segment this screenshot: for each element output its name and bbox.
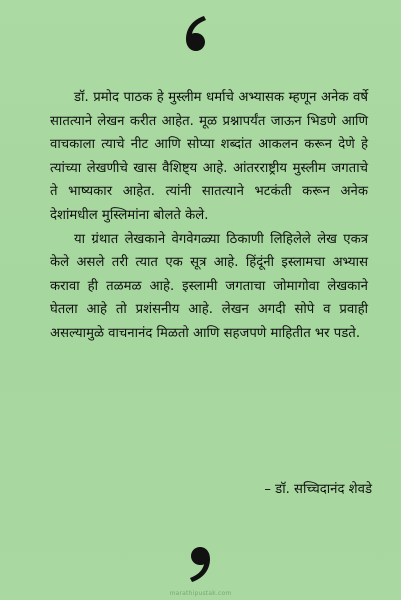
reviewer-attribution: – डॉ. सच्चिदानंद शेवडे [264, 482, 372, 497]
closing-quote-icon [178, 536, 218, 586]
blurb-text [50, 86, 368, 346]
opening-quote-icon [178, 12, 218, 62]
blurb-paragraph-1: डॉ. प्रमोद पाठक हे मुस्लीम धर्माचे अभ्यासक म्हणून अनेक वर्षे सातत्याने लेखन करीत आहेत. मूळ प्रश्नापर्यंत जाऊन भिडणे आणि वाचकाला त्याचे नीट आणि सोप्या शब्दांत आकलन करून देणे हे त्यांच्या लेखणीचे खास वैशिष्ट्य आहे. आंतरराष्ट्रीय मुस्लीम जगताचे ते भाष्यकार आहेत. त्यांनी सातत्याने भटकंती करून अनेक देशांमधील मुस्लिमांना बोलते केले. [50, 90, 368, 223]
blurb-paragraph-2: या ग्रंथात लेखकाने वेगवेगळ्या ठिकाणी लिहिलेले लेख एकत्र केले असले तरी त्यात एक सूत्र आहे. हिंदूंनी इस्लामचा अभ्यास करावा ही तळमळ आहे. इस्लामी जगताचा जोमागोवा लेखकाने घेतला आहे तो प्रशंसनीय आहे. लेखन अगदी सोपे व प्रवाही असल्यामुळे वाचनानंद मिळतो आणि सहजपणे माहितीत भर पडते. [50, 231, 368, 341]
watermark-text: marathipustak.com [169, 590, 232, 597]
